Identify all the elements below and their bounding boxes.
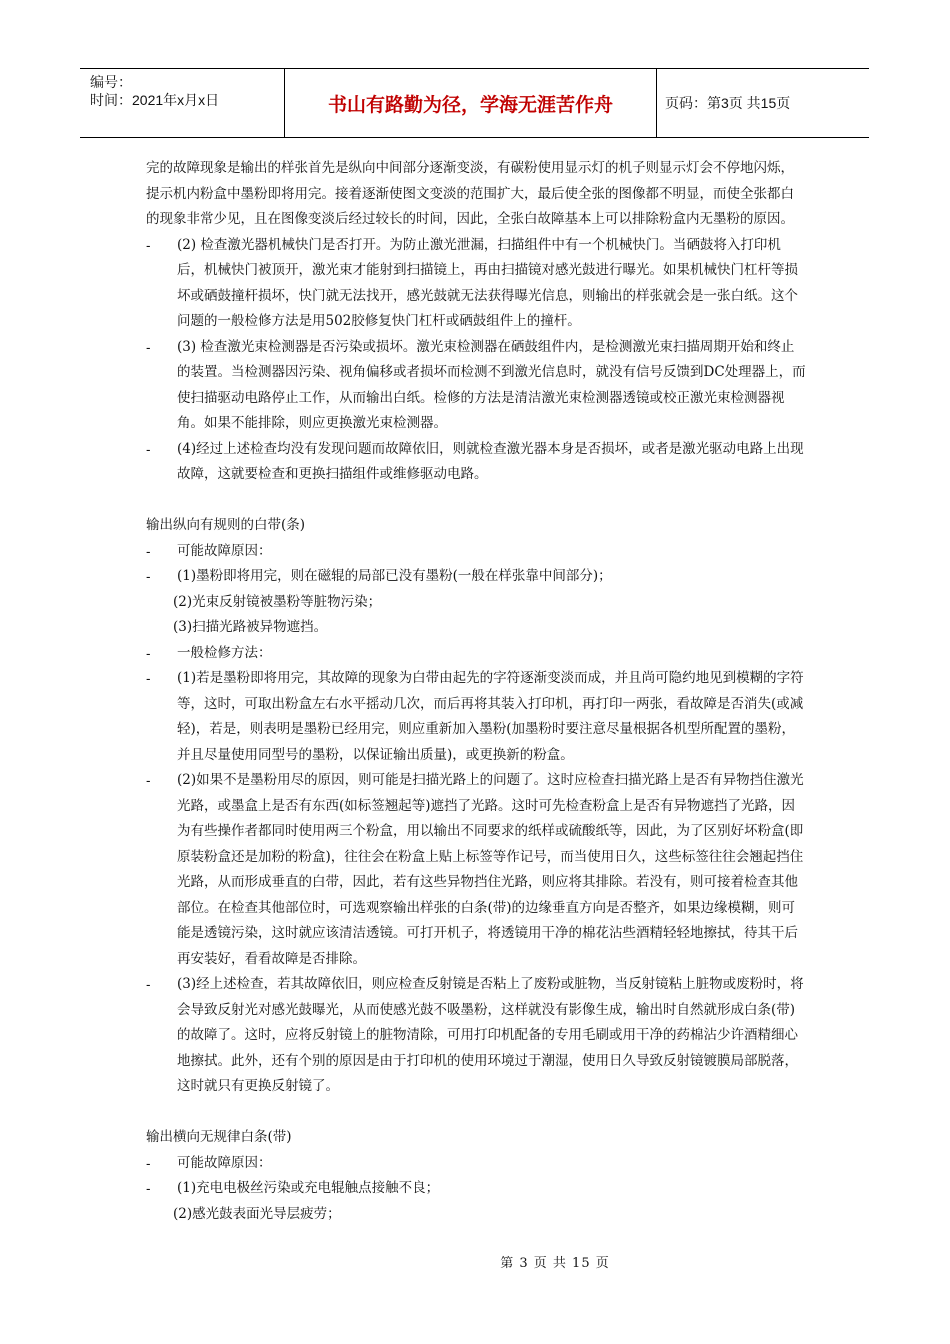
spacer (146, 1100, 806, 1126)
bullet-dash: - (146, 671, 151, 686)
bullet-dash: - (146, 441, 151, 457)
header-motto: 书山有路勤为径，学海无涯苦作舟 (285, 69, 657, 137)
cause-item: (2)光束反射镜被墨粉等脏物污染； (173, 593, 382, 610)
document-number-label: 编号： (90, 74, 132, 90)
list-item (146, 666, 806, 768)
cause-item: (3)扫描光路被异物遮挡。 (173, 619, 328, 635)
list-item (146, 335, 806, 437)
list-item (146, 233, 806, 335)
bullet-dash: - (146, 977, 151, 992)
list-item (146, 1151, 806, 1177)
list-item (146, 768, 806, 972)
list-item-text: (2) 检查激光器机械快门是否打开。为防止激光泄漏，扫描组件中有一个机械快门。当硒鼓将入打印机后，机械快门被顶开，激光束才能射到扫描镜上，再由扫描镜对感光鼓进行曝光。如果机械快门杠杆等损坏或硒鼓撞杆损坏，快门就无法找开，感光鼓就无法获得曝光信息，则输出的样张就会是一张白纸。这个问题的一般检修方法是用502胶修复快门杠杆或硒鼓组件上的撞杆。 (177, 236, 798, 329)
document-body (146, 156, 806, 1227)
method-item: (3)经上述检查，若其故障依旧，则应检查反射镜是否粘上了废粉或脏物，当反射镜粘上脏物或废粉时，将会导致反射光对感光鼓曝光，从而使感光鼓不吸墨粉，这样就没有影像生成，输出时自然就形成白条(带)的故障了。这时，应将反射镜上的脏物清除，可用打印机配备的专用毛刷或用干净的药棉沾少许酒精细心地擦拭。此外，还有个别的原因是由于打印机的使用环境过于潮湿，使用日久导致反射镜镀膜局部脱落，这时就只有更换反射镜了。 (177, 976, 804, 1094)
bullet-dash: - (146, 1181, 151, 1196)
list-item (146, 972, 806, 1100)
method-item: (1)若是墨粉即将用完，其故障的现象为白带由起先的字符逐渐变淡而成，并且尚可隐约地见到模糊的字符等，这时，可取出粉盒左右水平摇动几次，而后再将其装入打印机，再打印一两张，看故障是否消失(或减轻)，若是，则表明是墨粉已经用完，则应重新加入墨粉(加墨粉时要注意尽量根据各机型所配置的墨粉，并且尽量使用同型号的墨粉，以保证输出质量)，或更换新的粉盒。 (177, 670, 804, 763)
intro-paragraph: 完的故障现象是输出的样张首先是纵向中间部分逐渐变淡，有碳粉使用显示灯的机子则显示灯会不停地闪烁，提示机内粉盒中墨粉即将用完。接着逐渐使图文变淡的范围扩大，最后使全张的图像都不明显，而使全张都白的现象非常少见，且在图像变淡后经过较长的时间，因此，全张白故障基本上可以排除粉盒内无墨粉的原因。 (146, 160, 794, 227)
list-item (146, 437, 806, 488)
bullet-dash: - (146, 645, 151, 661)
list-item (146, 1176, 806, 1202)
cause-item: (1)墨粉即将用完，则在磁辊的局部已没有墨粉(一般在样张靠中间部分)； (177, 568, 612, 584)
bullet-dash: - (146, 773, 151, 788)
method-item: (2)如果不是墨粉用尽的原因，则可能是扫描光路上的问题了。这时应检查扫描光路上是否有异物挡住激光光路，或墨盒上是否有东西(如标签翘起等)遮挡了光路。这时可先检查粉盒上是否有异物遮挡了光路，因为有些操作者都同时使用两三个粉盒，用以输出不同要求的纸样或硫酸纸等，因此，为了区别好坏粉盒(即原装粉盒还是加粉的粉盒)，往往会在粉盒上贴上标签等作记号，而当使用日久，这些标签往往会翘起挡住光路，从而形成垂直的白带，因此，若有这些异物挡住光路，则应将其排除。若没有，则可接着检查其他部位。在检查其他部位时，可选观察输出样张的白条(带)的边缘垂直方向是否整齐，如果边缘模糊，则可能是透镜污染，这时就应该清洁透镜。可打开机子，将透镜用干净的棉花沾些酒精轻轻地擦拭，待其干后再安装好，看看故障是否排除。 (177, 772, 804, 967)
bullet-dash: - (146, 339, 151, 355)
header-page-info: 页码：第3页 共15页 (665, 95, 791, 111)
method-label: 一般检修方法： (177, 644, 272, 661)
cause-label: 可能故障原因： (177, 1154, 272, 1171)
spacer (146, 488, 806, 514)
page-header (80, 68, 869, 138)
cause-label: 可能故障原因： (177, 542, 272, 559)
section-heading: 输出纵向有规则的白带(条) (146, 517, 306, 533)
cause-item: (2)感光鼓表面光导层疲劳； (173, 1205, 341, 1222)
cause-item: (1)充电电极丝污染或充电辊触点接触不良； (177, 1180, 440, 1196)
footer-page-number: 第 3 页 共 15 页 (500, 1256, 610, 1271)
bullet-dash: - (146, 1155, 151, 1171)
list-item-text: (4)经过上述检查均没有发现问题而故障依旧，则就检查激光器本身是否损坏，或者是激光驱动电路上出现故障，这就要检查和更换扫描组件或维修驱动电路。 (177, 440, 804, 482)
list-item (146, 539, 806, 565)
page-footer (0, 1252, 950, 1271)
list-item (146, 564, 806, 590)
bullet-dash: - (146, 237, 151, 253)
list-item (146, 641, 806, 667)
list-item-text: (3) 检查激光束检测器是否污染或损坏。激光束检测器在硒鼓组件内，是检测激光束扫描周期开始和终止的装置。当检测器因污染、视角偏移或者损坏而检测不到激光信息时，就没有信号反馈到DC处理器上，而使扫描驱动电路停止工作，从而输出白纸。检修的方法是清洁激光束检测器透镜或校正激光束检测器视角。如果不能排除，则应更换激光束检测器。 (177, 338, 806, 431)
section-heading: 输出横向无规律白条(带) (146, 1129, 292, 1145)
bullet-dash: - (146, 569, 151, 584)
document-date-label: 时间：2021年x月x日 (90, 92, 220, 108)
bullet-dash: - (146, 543, 151, 559)
header-meta-cell (80, 69, 285, 137)
